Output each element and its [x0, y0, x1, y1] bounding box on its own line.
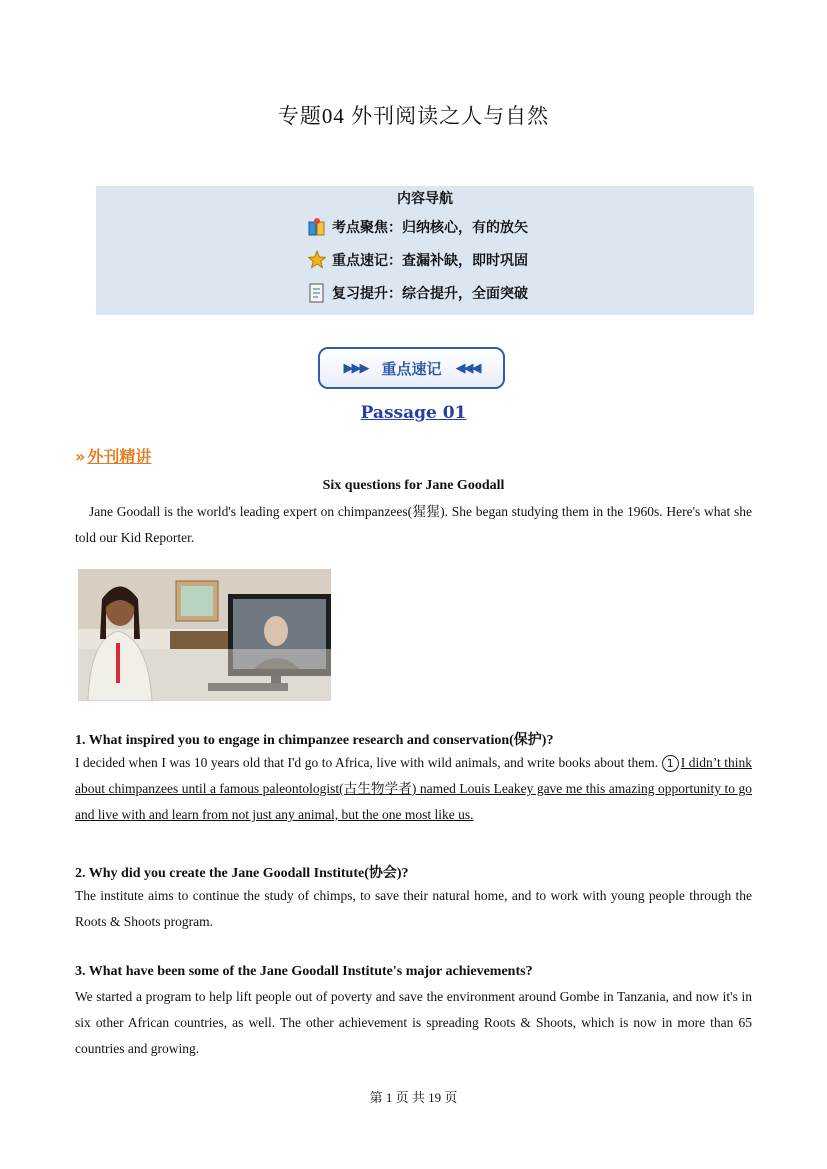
nav-item-focus[interactable] [308, 216, 528, 238]
nav-item-notes[interactable] [308, 249, 528, 271]
passage-label[interactable]: Passage 01 [360, 403, 467, 423]
nav-item-label: 重点速记：查漏补缺，即时巩固 [332, 254, 528, 269]
passage-heading [0, 403, 827, 423]
section-label: 外刊精讲 [87, 447, 152, 466]
section-tag [75, 444, 151, 467]
page-footer: 第 1 页 共 19 页 [369, 1090, 458, 1105]
intro-paragraph: Jane Goodall is the world's leading expert on chimpanzees(猩猩). She began studying them in the 1960s. Here's what she told our Kid Reporter. [75, 504, 752, 545]
banner-label: 重点速记 [381, 359, 442, 378]
answer-1-plain: I decided when I was 10 years old that I'd go to Africa, live with wild animals, and write books about them. [75, 755, 659, 770]
key-notes-banner [318, 347, 505, 389]
answer-1 [75, 750, 752, 828]
nav-item-label: 考点聚焦：归纳核心，有的放矢 [332, 221, 528, 236]
question-1: 1. What inspired you to engage in chimpanzee research and conservation(保护)? [75, 733, 554, 748]
star-icon [308, 250, 326, 270]
nav-item-label: 复习提升：综合提升，全面突破 [332, 287, 528, 302]
double-chevron-icon: » [75, 447, 86, 466]
nav-item-review[interactable] [308, 282, 528, 304]
answer-3: We started a program to help lift people out of poverty and save the environment around Gombe in Tanzania, and now it's in six other African countries, as well. The other achievement is spreading Roots & Shoots, which is now in more than 65 countries and growing. [75, 989, 752, 1056]
interview-photo [78, 569, 331, 701]
book-icon [308, 217, 326, 237]
question-3: 3. What have been some of the Jane Goodall Institute's major achievements? [75, 964, 533, 979]
content-navigation-box [96, 186, 754, 315]
nav-heading: 内容导航 [397, 192, 453, 207]
document-icon [308, 283, 326, 303]
answer-1-underlined: I didn’t think about chimpanzees until a famous paleontologist(古生物学者) named Louis Leakey gave me this amazing opportunity to go and live with and learn from not just any animal, but the one most like us. [75, 755, 753, 822]
right-arrows-icon: ▶▶▶ [343, 360, 368, 376]
article-title: Six questions for Jane Goodall [322, 478, 505, 493]
answer-2: The institute aims to continue the study of chimps, to save their natural home, and to work with young people through the Roots & Shoots program. [75, 888, 752, 929]
question-2: 2. Why did you create the Jane Goodall Institute(协会)? [75, 866, 409, 881]
left-arrows-icon: ◀◀◀ [455, 360, 480, 376]
annotation-marker: 1 [662, 755, 679, 772]
page-title: 专题04 外刊阅读之人与自然 [277, 104, 550, 128]
